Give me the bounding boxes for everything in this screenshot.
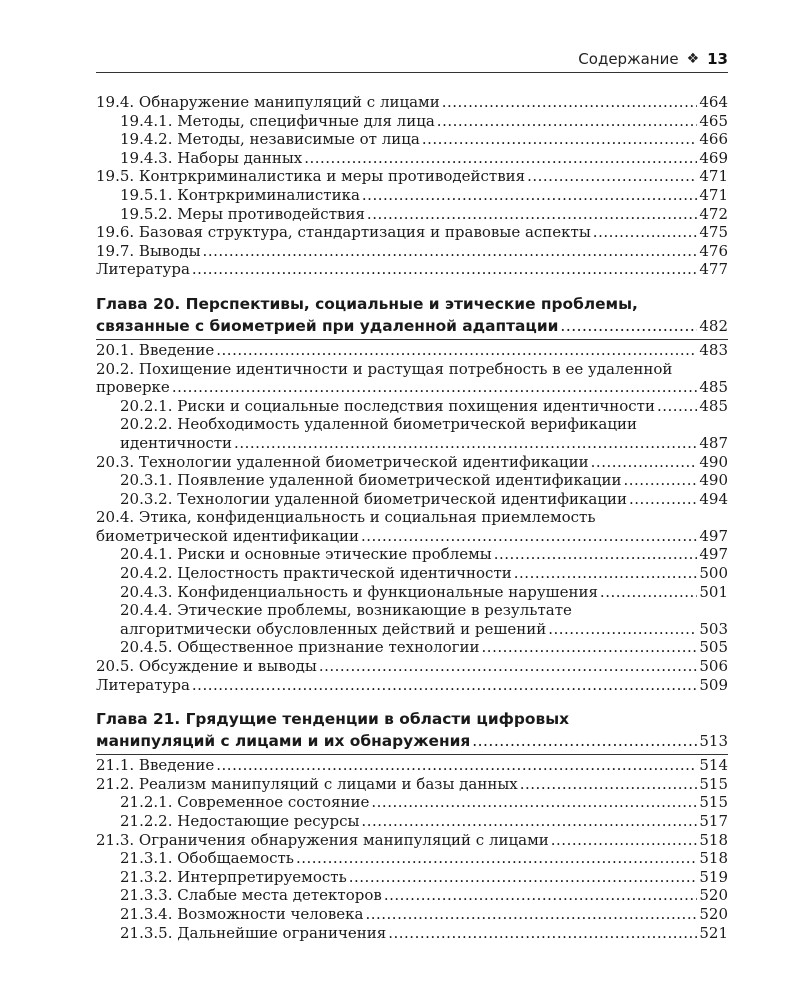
table-of-contents (96, 93, 728, 942)
page-number: 13 (707, 50, 728, 68)
toc-page: 477 (699, 260, 728, 279)
toc-entry[interactable] (96, 130, 728, 149)
dot-leader (362, 186, 697, 205)
toc-title: 19.4.2. Методы, независимые от лица (120, 130, 420, 149)
toc-entry[interactable] (96, 620, 728, 639)
toc-title: 21.3.4. Возможности человека (120, 904, 364, 923)
toc-entry[interactable] (96, 149, 728, 168)
dot-leader (494, 545, 698, 564)
dot-leader (203, 242, 698, 261)
toc-title: 20.4.5. Общественное признание технологии (120, 638, 480, 657)
dot-leader (349, 868, 698, 887)
dot-leader (216, 756, 697, 775)
chapter-20-heading[interactable] (96, 293, 728, 337)
toc-entry[interactable] (96, 638, 728, 657)
toc-entry[interactable] (96, 453, 728, 472)
toc-title: 20.3.1. Появление удаленной биометрической идентификации (120, 471, 622, 490)
toc-page: 503 (699, 619, 728, 638)
dot-leader (600, 583, 697, 602)
chapter-title-entry (96, 315, 728, 337)
toc-entry[interactable] (96, 112, 728, 131)
toc-title: 21.2.1. Современное состояние (120, 793, 370, 812)
chapter-divider (96, 339, 728, 340)
toc-entry[interactable] (96, 793, 728, 812)
chapter-21-heading[interactable] (96, 708, 728, 752)
toc-page: 465 (699, 111, 728, 130)
toc-entry[interactable] (96, 397, 728, 416)
toc-title: 19.6. Базовая структура, стандартизация и правовые аспекты (96, 223, 591, 242)
dot-leader (367, 205, 697, 224)
toc-page: 520 (699, 886, 728, 905)
toc-title: 19.5. Контркриминалистика и меры противодействия (96, 167, 526, 186)
toc-entry[interactable] (96, 341, 728, 360)
toc-title: 19.5.1. Контркриминалистика (120, 185, 360, 204)
dot-leader (296, 849, 697, 868)
toc-page: 515 (699, 793, 728, 812)
toc-page: 471 (699, 167, 728, 186)
dot-leader (548, 620, 697, 639)
chapter-title-line: Глава 21. Грядущие тенденции в области цифровых (96, 710, 570, 729)
toc-page: 469 (699, 148, 728, 167)
chapter-divider (96, 754, 728, 755)
toc-title: 19.7. Выводы (96, 241, 201, 260)
toc-title: 19.4. Обнаружение манипуляций с лицами (96, 93, 440, 111)
toc-entry[interactable] (96, 583, 728, 602)
toc-title-line: 20.4. Этика, конфиденциальность и социальная приемлемость (96, 508, 596, 527)
toc-page: 485 (699, 378, 728, 397)
chapter-title-line: манипуляций с лицами и их обнаружения (96, 732, 471, 751)
dot-leader (551, 831, 698, 850)
dot-leader (422, 130, 698, 149)
toc-title: Литература (96, 675, 190, 694)
toc-page: 514 (699, 756, 728, 775)
dot-leader (234, 434, 697, 453)
dot-leader (192, 676, 697, 695)
dot-leader (304, 149, 697, 168)
toc-entry[interactable] (96, 93, 728, 112)
toc-title: 21.3.1. Обобщаемость (120, 849, 294, 868)
dot-leader (442, 93, 698, 112)
dot-leader (629, 490, 697, 509)
running-header (96, 46, 728, 73)
toc-title: 19.5.2. Меры противодействия (120, 204, 365, 223)
dot-leader (216, 341, 697, 360)
toc-entry[interactable] (96, 260, 728, 279)
toc-title: 21.3.5. Дальнейшие ограничения (120, 923, 387, 942)
toc-page: 501 (699, 582, 728, 601)
dot-leader (365, 905, 697, 924)
dot-leader (384, 886, 698, 905)
dot-leader (361, 812, 697, 831)
toc-page: 519 (699, 867, 728, 886)
toc-page: 521 (699, 923, 728, 942)
dot-leader (192, 260, 697, 279)
toc-title: идентичности (120, 433, 233, 452)
toc-page: 483 (699, 340, 728, 359)
toc-entry[interactable] (96, 205, 728, 224)
toc-title: Литература (96, 260, 190, 279)
toc-entry[interactable] (96, 223, 728, 242)
toc-title: 19.4.1. Методы, специфичные для лица (120, 111, 435, 130)
toc-title: 20.4.3. Конфиденциальность и функциональные нарушения (120, 582, 598, 601)
toc-page: 506 (699, 657, 728, 676)
toc-entry[interactable] (96, 564, 728, 583)
toc-title-line: 20.2. Похищение идентичности и растущая потребность в ее удаленной (96, 359, 673, 378)
toc-title: биометрической идентификации (96, 526, 359, 545)
toc-page: 485 (699, 396, 728, 415)
toc-title: 20.4.1. Риски и основные этические проблемы (120, 545, 492, 564)
dot-leader (657, 397, 697, 416)
toc-page: 472 (699, 204, 728, 223)
toc-title: 21.3.2. Интерпретируемость (120, 867, 347, 886)
toc-entry[interactable] (96, 378, 728, 397)
toc-entry[interactable] (96, 545, 728, 564)
toc-entry[interactable] (96, 676, 728, 695)
dot-leader (319, 657, 698, 676)
toc-title: 21.3.3. Слабые места детекторов (120, 886, 382, 905)
chapter-title-line: связанные с биометрией при удаленной адаптации (96, 316, 559, 335)
toc-title: проверке (96, 378, 170, 397)
toc-title: алгоритмически обусловленных действий и решений (120, 619, 547, 638)
toc-page: 464 (699, 93, 728, 111)
dot-leader (527, 167, 697, 186)
toc-title: 20.4.2. Целостность практической идентичности (120, 564, 512, 583)
toc-entry[interactable] (96, 831, 728, 850)
toc-entry[interactable] (96, 186, 728, 205)
chapter-title-entry (96, 730, 728, 752)
toc-title: 20.3. Технологии удаленной биометрической идентификации (96, 452, 589, 471)
toc-entry[interactable] (96, 242, 728, 261)
toc-page: 518 (699, 830, 728, 849)
toc-title: 21.3. Ограничения обнаружения манипуляций с лицами (96, 830, 549, 849)
toc-entry[interactable] (96, 868, 728, 887)
toc-entry[interactable] (96, 527, 728, 546)
toc-page: 476 (699, 241, 728, 260)
toc-entry[interactable] (96, 924, 728, 943)
dot-leader (623, 471, 697, 490)
toc-entry[interactable] (96, 905, 728, 924)
toc-page: 494 (699, 489, 728, 508)
toc-entry[interactable] (96, 812, 728, 831)
toc-page: 517 (699, 812, 728, 830)
toc-page: 471 (699, 185, 728, 204)
toc-entry[interactable] (96, 657, 728, 676)
toc-page: 515 (699, 774, 728, 793)
toc-title: 20.5. Обсуждение и выводы (96, 657, 317, 676)
toc-page: 513 (699, 732, 728, 751)
toc-title: 20.1. Введение (96, 340, 215, 359)
dot-leader (520, 775, 698, 794)
dot-leader (172, 378, 698, 397)
toc-page: 490 (699, 452, 728, 471)
toc-title: 21.2. Реализм манипуляций с лицами и базы данных (96, 774, 518, 793)
toc-title: 20.3.2. Технологии удаленной биометрической идентификации (120, 489, 627, 508)
toc-entry[interactable] (96, 886, 728, 905)
toc-page: 475 (699, 223, 728, 242)
toc-page: 466 (699, 130, 728, 149)
toc-entry[interactable] (96, 775, 728, 794)
toc-page: 487 (699, 433, 728, 452)
chapter-title-line: Глава 20. Перспективы, социальные и этические проблемы, (96, 294, 638, 313)
dot-leader (560, 315, 697, 337)
toc-title: 21.1. Введение (96, 756, 215, 775)
dot-leader (437, 112, 698, 131)
toc-entry[interactable] (96, 434, 728, 453)
dot-leader (361, 527, 697, 546)
toc-title: 21.2.2. Недостающие ресурсы (120, 812, 360, 830)
toc-entry[interactable] (96, 167, 728, 186)
toc-page: 490 (699, 471, 728, 490)
dot-leader (371, 793, 697, 812)
toc-page: 505 (699, 638, 728, 657)
dot-leader (514, 564, 698, 583)
dot-leader (482, 638, 698, 657)
toc-page: 497 (699, 545, 728, 564)
toc-entry[interactable] (96, 490, 728, 509)
toc-title-line: 20.2.2. Необходимость удаленной биометрической верификации (120, 415, 638, 434)
toc-title: 20.2.1. Риски и социальные последствия похищения идентичности (120, 396, 655, 415)
toc-entry[interactable] (96, 756, 728, 775)
toc-entry[interactable] (96, 471, 728, 490)
toc-entry[interactable] (96, 849, 728, 868)
toc-page: 518 (699, 849, 728, 868)
dot-leader (472, 730, 697, 752)
dot-leader (591, 453, 698, 472)
toc-page: 500 (699, 564, 728, 583)
toc-page: 482 (699, 316, 728, 335)
fleuron-icon: ❖ (686, 51, 700, 67)
toc-page: 520 (699, 904, 728, 923)
toc-title: 19.4.3. Наборы данных (120, 148, 303, 167)
toc-page: 497 (699, 526, 728, 545)
dot-leader (388, 924, 697, 943)
dot-leader (593, 223, 698, 242)
toc-title-line: 20.4.4. Этические проблемы, возникающие в результате (120, 601, 572, 620)
section-title: Содержание (578, 50, 679, 68)
toc-page: 509 (699, 675, 728, 694)
